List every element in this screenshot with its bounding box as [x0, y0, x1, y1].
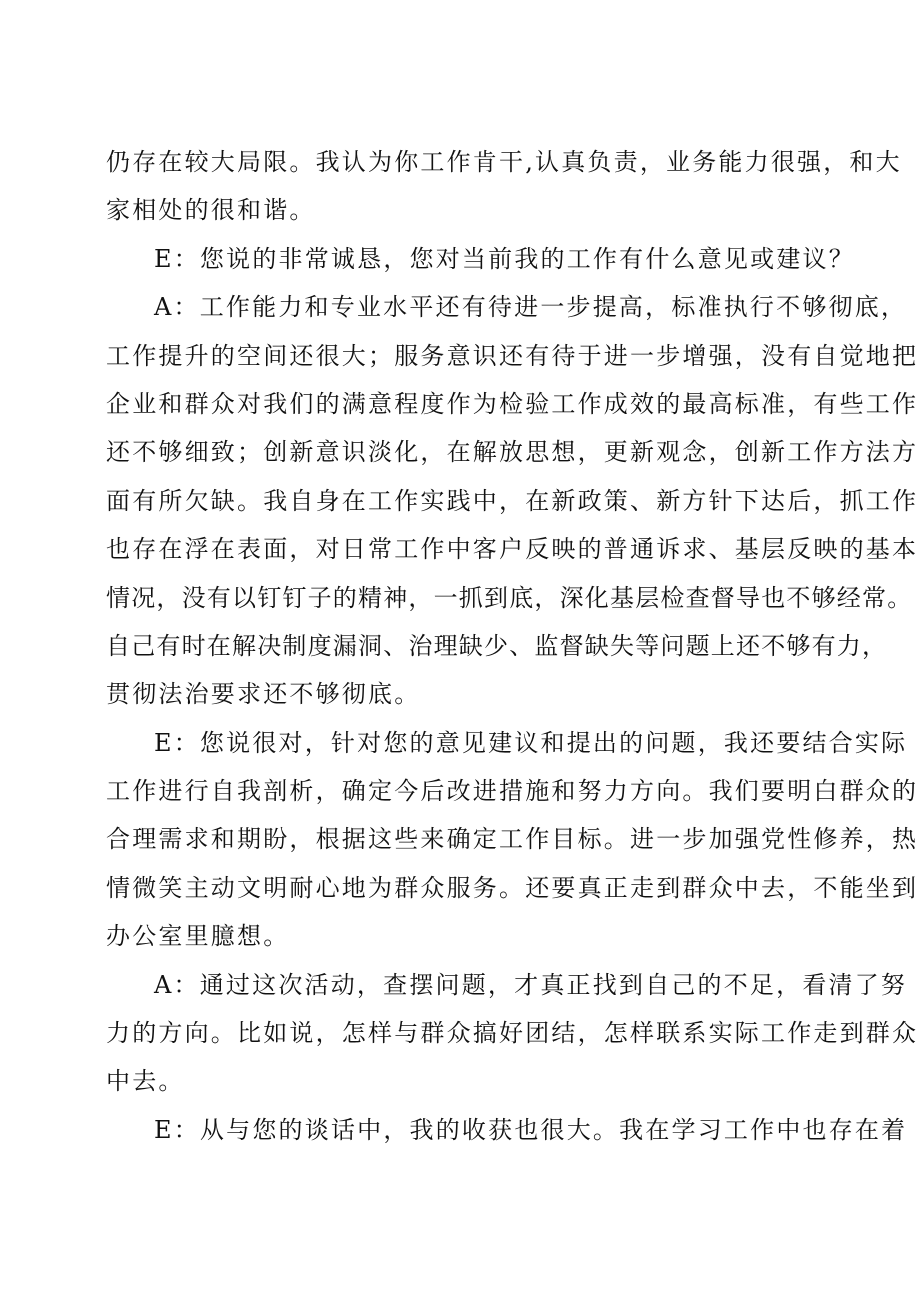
paragraph-start-line: A：工作能力和专业水平还有待进一步提高，标准执行不够彻底，: [154, 293, 908, 322]
paragraph-start-line: E：从与您的谈话中，我的收获也很大。我在学习工作中也存在着: [154, 1115, 908, 1144]
text-line: 中去。: [106, 1067, 185, 1096]
text-line: 家相处的很和谐。: [106, 196, 316, 225]
text-line: 面有所欠缺。我自身在工作实践中，在新政策、新方针下达后，抓工作: [106, 486, 919, 515]
text-line: 还不够细致；创新意识淡化，在解放思想，更新观念，创新工作方法方: [106, 438, 919, 467]
text-line: 办公室里臆想。: [106, 922, 290, 951]
text-line: 工作提升的空间还很大；服务意识还有待于进一步增强，没有自觉地把: [106, 341, 919, 370]
text-line: 情微笑主动文明耐心地为群众服务。还要真正走到群众中去，不能坐到: [106, 873, 919, 902]
text-line: 自己有时在解决制度漏洞、治理缺少、监督缺失等问题上还不够有力，: [106, 631, 888, 660]
text-line: 贯彻法治要求还不够彻底。: [106, 680, 421, 709]
text-line: 情况，没有以钉钉子的精神，一抓到底，深化基层检查督导也不够经常。: [106, 583, 913, 612]
text-line: 工作进行自我剖析，确定今后改进措施和努力方向。我们要明白群众的: [106, 777, 919, 806]
document-body: [106, 138, 919, 1154]
paragraph-start-line: A：通过这次活动，查摆问题，才真正找到自己的不足，看清了努: [154, 970, 908, 999]
text-line: 仍存在较大局限。我认为你工作肯干,认真负责，业务能力很强，和大: [106, 148, 902, 176]
paragraph-start-line: E：您说的非常诚恳，您对当前我的工作有什么意见或建议？: [154, 244, 855, 273]
text-line: 企业和群众对我们的满意程度作为检验工作成效的最高标准，有些工作: [106, 389, 919, 418]
text-line: 也存在浮在表面，对日常工作中客户反映的普通诉求、基层反映的基本: [106, 535, 919, 564]
text-line: 合理需求和期盼，根据这些来确定工作目标。进一步加强党性修养，热: [106, 825, 919, 854]
text-line: 力的方向。比如说，怎样与群众搞好团结，怎样联系实际工作走到群众: [106, 1019, 919, 1048]
paragraph-start-line: E：您说很对，针对您的意见建议和提出的问题，我还要结合实际: [154, 728, 908, 757]
